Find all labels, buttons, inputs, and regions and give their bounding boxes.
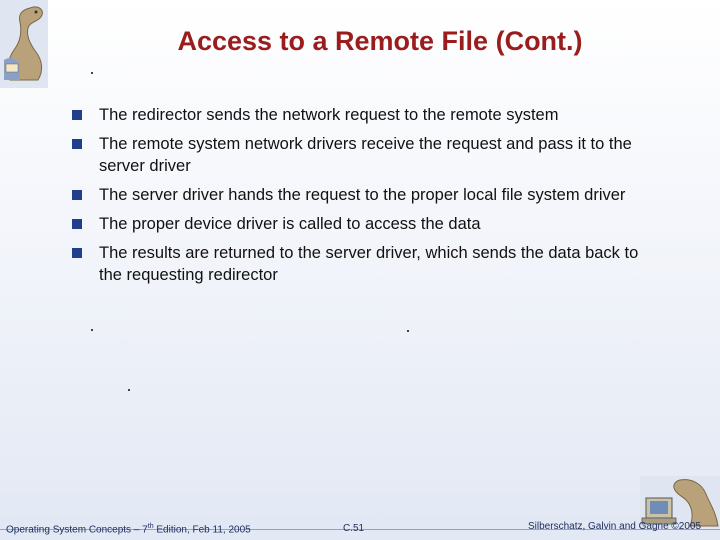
dinosaur-logo-icon (0, 0, 48, 88)
bullet-text: The proper device driver is called to access the data (99, 215, 481, 233)
square-bullet-icon (72, 139, 82, 149)
square-bullet-icon (72, 248, 82, 258)
square-bullet-icon (72, 190, 82, 200)
placeholder-dot (128, 389, 130, 391)
placeholder-dot (407, 330, 409, 332)
bullet-text: The server driver hands the request to the proper local file system driver (99, 186, 626, 204)
bullet-list (72, 104, 642, 293)
bullet-text: The remote system network drivers receive the request and pass it to the server driver (99, 135, 632, 175)
footer-book-title: Operating System Concepts – 7 (6, 524, 148, 536)
list-item (72, 133, 642, 177)
list-item (72, 104, 642, 126)
footer-copyright: Silberschatz, Galvin and Gagne ©2005 (528, 521, 702, 532)
footer-edition-date: Edition, Feb 11, 2005 (153, 524, 251, 536)
list-item (72, 184, 642, 206)
bullet-text: The redirector sends the network request to the remote system (99, 106, 559, 124)
slide-number: C.51 (343, 523, 365, 534)
list-item (72, 213, 642, 235)
page-title: Access to a Remote File (Cont.) (177, 26, 583, 56)
footer-left (6, 523, 251, 535)
footer-superscript: th (147, 523, 154, 530)
square-bullet-icon (72, 110, 82, 120)
placeholder-dot (91, 329, 93, 331)
square-bullet-icon (72, 219, 82, 229)
list-item (72, 242, 642, 286)
placeholder-dot (91, 72, 93, 74)
bullet-text: The results are returned to the server driver, which sends the data back to the requesting redirector (99, 244, 639, 284)
